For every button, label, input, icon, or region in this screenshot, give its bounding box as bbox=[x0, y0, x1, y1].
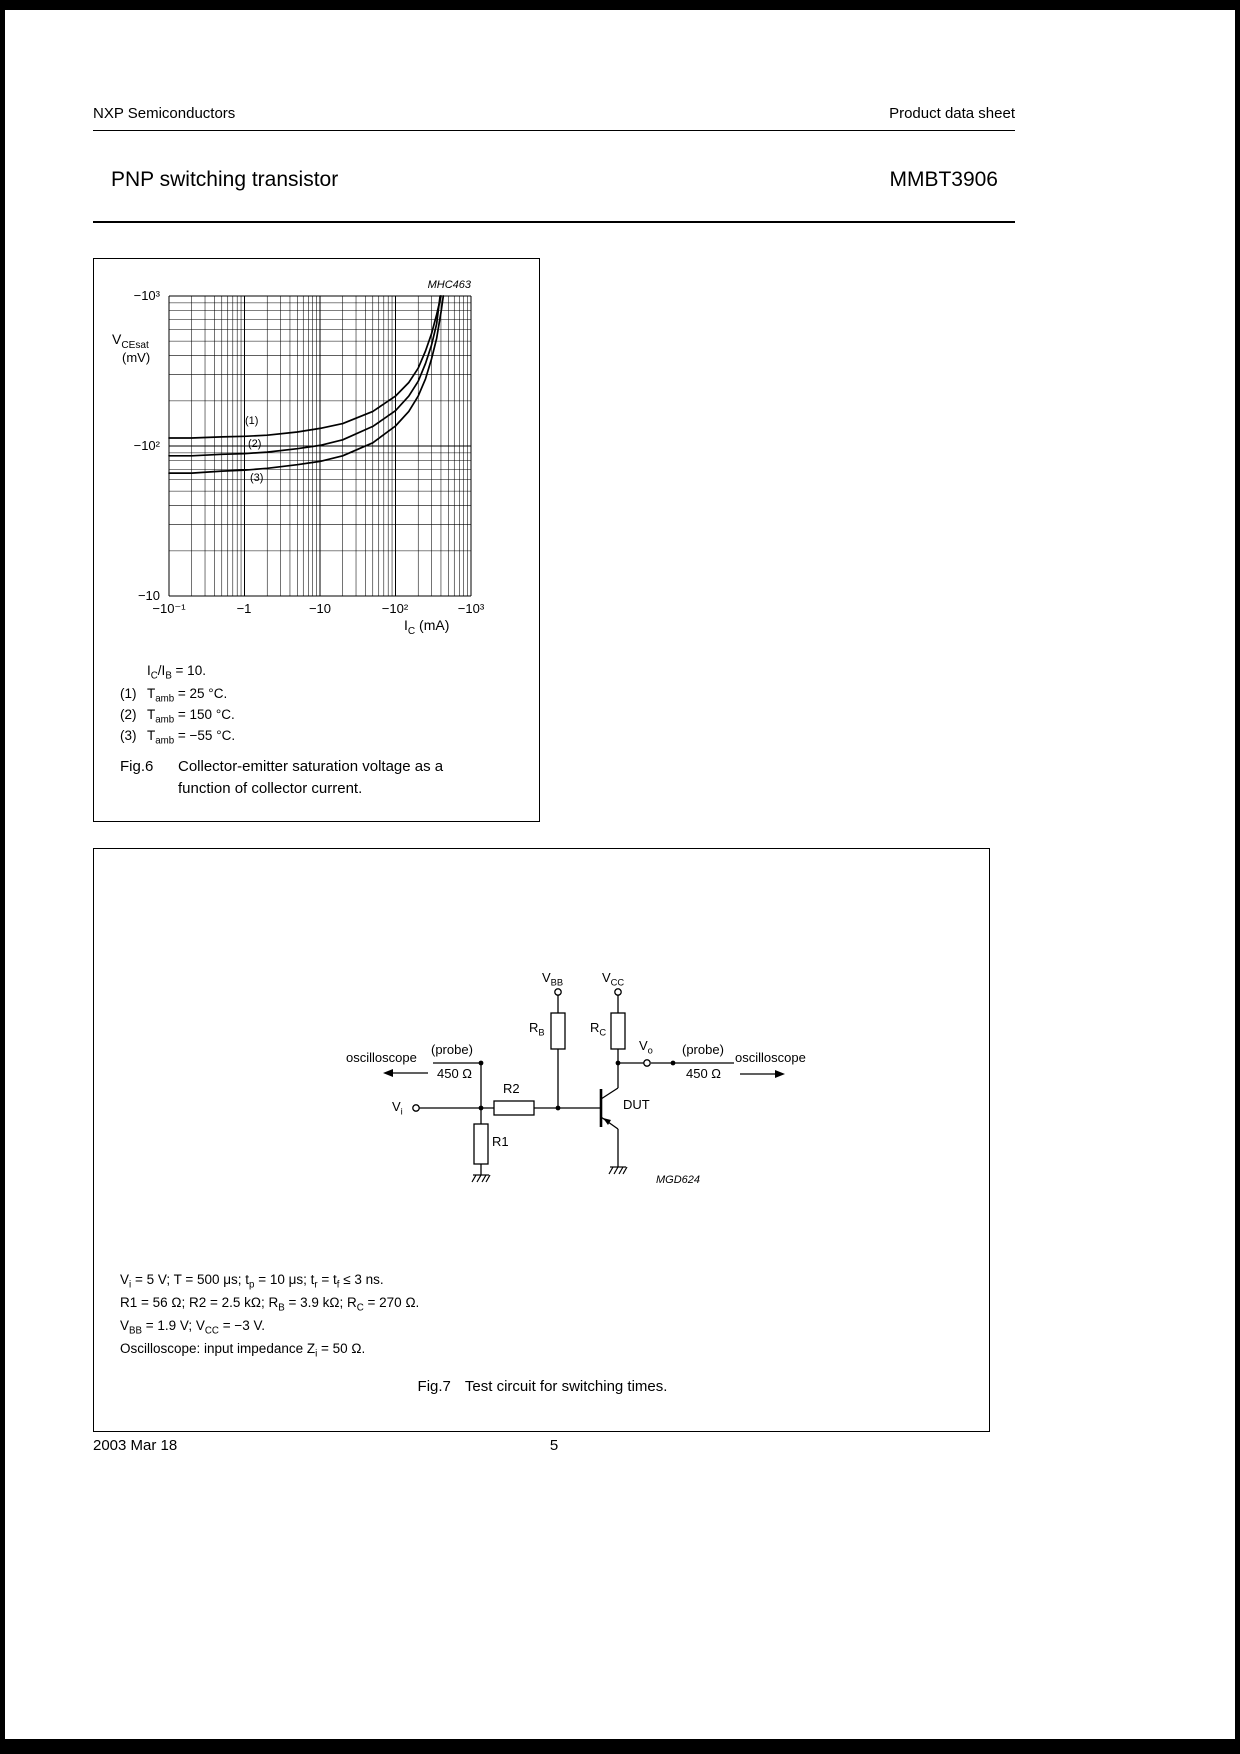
y-tick-mid: −10² bbox=[133, 438, 160, 453]
page-title: PNP switching transistor bbox=[111, 168, 339, 191]
probe-left-label: (probe) bbox=[431, 1042, 473, 1057]
oscilloscope-right-label: oscilloscope bbox=[735, 1050, 806, 1065]
fig6-cond-text-0: $I_C/I_B = 10$. bbox=[147, 663, 206, 682]
schematic-plot-id: MGD624 bbox=[656, 1174, 701, 1186]
vcesat-chart bbox=[94, 259, 541, 639]
footer-page-number: 5 bbox=[549, 1437, 559, 1454]
fig7-caption-text: Test circuit for switching times. bbox=[464, 1378, 668, 1395]
x-tick-2: −10 bbox=[308, 601, 332, 616]
scan-edge-right bbox=[1235, 0, 1240, 1754]
header-right: Product data sheet bbox=[889, 105, 1015, 122]
fig7-caption bbox=[94, 1376, 991, 1398]
fig7-caption-label: Fig.7 bbox=[417, 1378, 451, 1395]
fig6-cond-text-3: $T_{amb} = -55$ °C. bbox=[147, 728, 236, 747]
part-number: MMBT3906 bbox=[889, 168, 998, 191]
x-tick-3: −10² bbox=[381, 601, 409, 616]
header-left: NXP Semiconductors bbox=[93, 105, 236, 122]
probe-left-resistance: 450 Ω bbox=[437, 1066, 473, 1081]
fig6-cond-text-2: $T_{amb} = 150$ °C. bbox=[147, 707, 235, 726]
fig7-condition-4: Oscilloscope: input impedance $Z_i = 50$ Ω. bbox=[120, 1341, 366, 1360]
footer-date: 2003 Mar 18 bbox=[93, 1437, 178, 1454]
fig6-condition-1 bbox=[120, 686, 227, 705]
r1-label: R1 bbox=[492, 1134, 509, 1149]
x-tick-1: −1 bbox=[236, 601, 252, 616]
header-rule bbox=[93, 130, 1015, 131]
fig6-caption-line1: Collector-emitter saturation voltage as a bbox=[178, 758, 444, 775]
oscilloscope-left-label: oscilloscope bbox=[346, 1050, 417, 1065]
y-axis-unit: (mV) bbox=[122, 350, 151, 365]
fig6-condition-3 bbox=[120, 728, 235, 747]
x-axis-label: $I_C$ (mA) bbox=[404, 617, 450, 637]
fig7-condition-1: $V_i = 5$ V; T = 500 μs; $t_p = 10$ μs; $t_r = t_f \le 3$ ns. bbox=[120, 1272, 384, 1291]
curve-label-2: (2) bbox=[248, 438, 262, 450]
y-axis-symbol: $V_{CEsat}$ bbox=[112, 331, 149, 351]
y-tick-top: −10³ bbox=[133, 288, 160, 303]
fig6-cond-num-1: (1) bbox=[120, 686, 137, 701]
fig6-caption-line2: function of collector current. bbox=[178, 779, 363, 797]
fig6-condition-2 bbox=[120, 707, 235, 726]
fig6-cond-text-1: $T_{amb} = 25$ °C. bbox=[147, 686, 228, 705]
rc-label: $R_C$ bbox=[590, 1020, 607, 1038]
scan-edge-top bbox=[0, 0, 1240, 10]
scan-edge-left bbox=[0, 0, 5, 1754]
fig6-cond-num-2: (2) bbox=[120, 707, 137, 722]
fig7-condition-2: R1 = 56 Ω; R2 = 2.5 kΩ; $R_B = 3.9$ kΩ; $R_C = 270$ Ω. bbox=[120, 1295, 420, 1314]
vcc-label: $V_{CC}$ bbox=[602, 970, 625, 988]
vo-label: $V_o$ bbox=[639, 1038, 653, 1056]
curve-label-3: (3) bbox=[250, 472, 264, 484]
scan-edge-bottom bbox=[0, 1739, 1240, 1754]
figure7-box bbox=[93, 848, 990, 1432]
fig6-cond-num-3: (3) bbox=[120, 728, 137, 743]
fig6-caption-label: Fig.6 bbox=[120, 758, 154, 775]
probe-right-resistance: 450 Ω bbox=[686, 1066, 722, 1081]
test-circuit-schematic bbox=[94, 849, 991, 1249]
curve-label-1: (1) bbox=[245, 415, 259, 427]
x-tick-4: −10³ bbox=[457, 601, 485, 616]
probe-right-label: (probe) bbox=[682, 1042, 724, 1057]
rb-label: $R_B$ bbox=[529, 1020, 545, 1038]
vbb-label: $V_{BB}$ bbox=[542, 970, 564, 988]
y-tick-bottom: −10 bbox=[137, 588, 160, 603]
chart-plot-id: MHC463 bbox=[427, 279, 471, 291]
fig6-condition-ratio bbox=[120, 663, 206, 682]
fig6-caption-text bbox=[178, 756, 443, 800]
fig7-condition-3: $V_{BB} = 1.9$ V; $V_{CC} = -3$ V. bbox=[120, 1318, 265, 1337]
fig6-caption bbox=[120, 756, 443, 800]
r2-label: R2 bbox=[503, 1081, 520, 1096]
dut-label: DUT bbox=[623, 1097, 650, 1112]
title-rule bbox=[93, 221, 1015, 223]
x-tick-0: −10⁻¹ bbox=[152, 601, 186, 616]
vi-label: $V_i$ bbox=[392, 1099, 403, 1117]
figure6-box bbox=[93, 258, 540, 822]
